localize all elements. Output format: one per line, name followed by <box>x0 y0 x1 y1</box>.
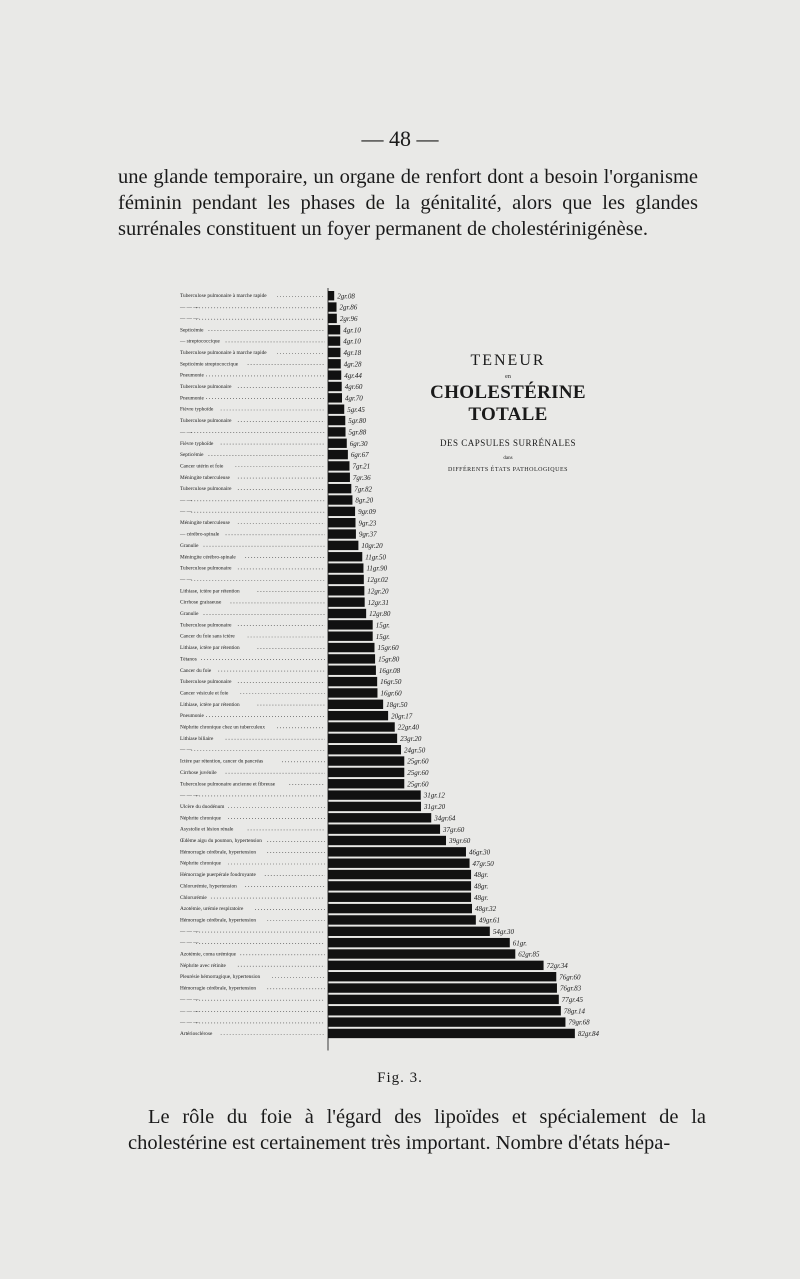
data-bar <box>328 711 388 720</box>
data-bar <box>328 484 351 493</box>
category-label: Azotémie, coma urémique <box>180 951 237 958</box>
data-bar <box>328 393 342 402</box>
data-bar <box>328 745 401 754</box>
category-label: Cancer utérin et foie <box>180 463 224 470</box>
category-label: Cancer du foie sans ictère <box>180 633 235 640</box>
category-label: Chlorurémie <box>180 894 207 901</box>
value-label: 76gr.83 <box>559 984 582 993</box>
category-label: Artériosclérose <box>180 1030 213 1037</box>
category-label: Tuberculose pulmonaire ancienne et fibreuse <box>180 781 276 788</box>
data-bar <box>328 495 352 504</box>
data-bar <box>328 779 404 788</box>
value-label: 62gr.85 <box>518 950 540 959</box>
value-label: 4gr.10 <box>343 337 361 346</box>
category-label: Néphrite avec rétinite <box>180 962 226 969</box>
data-bar <box>328 461 349 470</box>
category-label: — — — <box>180 792 199 799</box>
data-bar <box>328 961 544 970</box>
category-label: Granulie <box>180 542 199 549</box>
data-bar <box>328 597 365 606</box>
paragraph-bottom: Le rôle du foie à l'égard des lipoïdes et spécialement de la cholestérine est certainement très important. Nombre d'états hépa- <box>128 1106 706 1154</box>
value-label: 46gr.30 <box>468 848 491 857</box>
value-label: 4gr.10 <box>343 326 361 335</box>
value-label: 2gr.96 <box>339 315 358 323</box>
category-label: Pleurésie hémorragique, hypertension <box>180 974 261 981</box>
category-label: Lithiase, ictère par rétention <box>180 588 240 595</box>
category-label: Méningite tuberculeuse <box>180 474 230 481</box>
category-label: — — — <box>180 315 199 322</box>
value-label: 12gr.31 <box>367 598 389 607</box>
data-bar <box>328 302 337 311</box>
value-label: 34gr.64 <box>434 814 456 823</box>
category-label: Pneumonie <box>180 395 204 402</box>
value-label: 39gr.60 <box>449 837 471 846</box>
value-label: 16gr.60 <box>380 689 402 698</box>
chart-title-line5: dans <box>503 456 513 461</box>
category-label: Œdème aigu du poumon, hypertension <box>180 838 262 844</box>
data-bar <box>328 416 345 425</box>
value-label: 48gr. <box>474 871 489 880</box>
value-label: 15gr.60 <box>377 644 399 653</box>
value-label: 2gr.86 <box>339 303 358 312</box>
value-label: 5gr.80 <box>348 417 366 426</box>
data-bar <box>328 632 373 641</box>
value-label: 31gr.20 <box>423 803 446 812</box>
category-label: Tétanos <box>180 656 197 663</box>
value-label: 15gr. <box>375 632 390 641</box>
value-label: 47gr.50 <box>472 859 494 868</box>
value-label: 61gr. <box>512 939 527 948</box>
value-label: 4gr.18 <box>343 349 362 358</box>
data-bar <box>328 881 471 890</box>
data-bar <box>328 654 375 663</box>
data-bar <box>328 768 404 777</box>
value-label: 4gr.28 <box>343 360 362 369</box>
category-label: — — — <box>180 996 199 1003</box>
chart-title-block <box>392 352 624 473</box>
value-label: 16gr.50 <box>380 678 402 687</box>
category-label: Septicémie <box>180 327 204 334</box>
data-bar <box>328 1017 565 1026</box>
value-label: 20gr.17 <box>391 712 413 721</box>
data-bar <box>328 790 421 799</box>
value-label: 12gr.80 <box>369 610 391 619</box>
category-label: — — <box>180 576 192 583</box>
value-label: 48gr. <box>474 893 489 902</box>
value-label: 5gr.88 <box>348 428 367 437</box>
category-label: Fièvre typhoïde <box>180 406 214 413</box>
value-label: 8gr.20 <box>355 496 374 505</box>
chart-title-line1: TENEUR <box>470 352 546 369</box>
data-bar <box>328 700 383 709</box>
data-bar <box>328 620 373 629</box>
category-label: — — <box>180 508 192 515</box>
data-bar <box>328 893 471 902</box>
data-bar <box>328 382 342 391</box>
paragraph-top: une glande temporaire, un organe de renfort dont a besoin l'organisme féminin pendant les phases de la génitalité, alors que les glandes surrénales constituent un foyer permanent de cholestérinigénèse. <box>118 166 698 240</box>
category-label: Azotémie, urémie respiratoire <box>180 906 244 913</box>
data-bar <box>328 563 363 572</box>
data-bar <box>328 541 358 550</box>
value-label: 37gr.60 <box>443 825 465 834</box>
value-label: 79gr.68 <box>568 1018 590 1027</box>
value-label: 12gr.02 <box>366 576 389 585</box>
data-bar <box>328 824 440 833</box>
value-label: 15gr.80 <box>378 655 400 664</box>
category-label: — — — <box>180 1008 199 1015</box>
category-label: Néphrite chronique <box>180 860 222 867</box>
data-bar <box>328 314 337 323</box>
category-label: — — — <box>180 304 199 311</box>
data-bar <box>328 734 397 743</box>
category-label: — streptococcique <box>180 338 220 345</box>
chart-title-line2: en <box>505 374 511 380</box>
data-bar <box>328 859 470 868</box>
data-bar <box>328 609 366 618</box>
category-label: Ictère par rétention, cancer du pancréas <box>180 758 264 765</box>
data-bar <box>328 722 395 731</box>
data-bar <box>328 552 362 561</box>
category-label: Cirrhose graisseuse <box>180 599 222 606</box>
category-label: — — — <box>180 940 199 947</box>
category-label: Lithiase biliaire <box>180 735 214 742</box>
value-label: 48gr. <box>474 882 489 891</box>
category-label: Cirrhose juvénile <box>180 769 217 776</box>
data-bar <box>328 915 476 924</box>
value-label: 5gr.45 <box>347 405 365 414</box>
data-bar <box>328 1006 561 1015</box>
data-bar <box>328 575 364 584</box>
value-label: 49gr.61 <box>478 916 501 925</box>
chart-title-line4: DES CAPSULES SURRÉNALES <box>439 438 577 448</box>
value-label: 18gr.50 <box>386 700 408 709</box>
category-label: — — — <box>180 1019 199 1026</box>
chart-title-line3: CHOLESTÉRINE TOTALE <box>430 382 586 425</box>
data-bar <box>328 370 341 379</box>
category-label: Hémorragie cérébrale, hypertension <box>180 849 257 856</box>
value-label: 2gr.08 <box>337 292 355 301</box>
value-label: 82gr.84 <box>577 1030 600 1039</box>
value-label: 25gr.60 <box>407 769 429 777</box>
value-label: 9gr.09 <box>358 507 376 516</box>
data-bar <box>328 813 431 822</box>
data-bar <box>328 348 340 357</box>
value-label: 25gr.60 <box>407 780 429 789</box>
category-label: Granulie <box>180 611 199 617</box>
data-bar <box>328 473 350 482</box>
data-bar <box>328 949 515 958</box>
data-bar <box>328 450 348 459</box>
category-label: Tuberculose pulmonaire <box>180 679 232 686</box>
value-label: 4gr.44 <box>344 371 362 380</box>
data-bar <box>328 677 377 686</box>
data-bar <box>328 666 376 675</box>
value-label: 15gr. <box>375 621 390 630</box>
category-label: Fièvre typhoïde <box>180 440 214 447</box>
category-label: Néphrite chronique <box>180 815 222 822</box>
figure-caption: Fig. 3. <box>377 1070 423 1086</box>
category-label: Tuberculose pulmonaire <box>180 384 232 390</box>
data-bar <box>328 802 421 811</box>
category-label: Méningite tuberculeuse <box>180 520 230 527</box>
category-label: Hémorragie cérébrale, hypertension <box>180 985 257 992</box>
data-bar <box>328 439 347 448</box>
category-label: Tuberculose pulmonaire <box>180 418 232 425</box>
data-bar <box>328 836 446 845</box>
category-label: — cérébro-spinale <box>180 531 220 538</box>
category-label: Hémorragie puerpérale foudroyante <box>180 872 256 879</box>
data-bar <box>328 405 344 414</box>
category-label: — — <box>180 497 192 504</box>
category-label: Tuberculose pulmonaire <box>180 486 232 493</box>
value-label: 31gr.12 <box>423 791 445 800</box>
data-bar <box>328 847 466 856</box>
category-label: Asystolie et lésion rénale <box>180 826 234 833</box>
category-label: Ulcère du duodénum <box>180 803 225 810</box>
value-label: 10gr.20 <box>361 542 383 550</box>
value-label: 11gr.90 <box>366 564 388 573</box>
data-bar <box>328 927 490 936</box>
data-bar <box>328 325 340 334</box>
data-bar <box>328 359 341 368</box>
value-label: 16gr.08 <box>378 666 401 675</box>
data-bar <box>328 643 374 652</box>
category-label: Méningite cérébro-spinale <box>180 554 236 561</box>
data-bar <box>328 688 377 697</box>
value-label: 54gr.30 <box>492 927 515 936</box>
category-label: Septicémie streptococcique <box>180 361 239 368</box>
value-label: 6gr.67 <box>350 451 369 460</box>
category-label: Cancer du foie <box>180 667 212 674</box>
data-bar <box>328 529 356 538</box>
category-label: Lithiase, ictère par rétention <box>180 701 240 708</box>
value-label: 77gr.45 <box>561 996 584 1004</box>
value-label: 76gr.60 <box>559 973 581 982</box>
category-label: Cancer vésicule et foie <box>180 690 229 697</box>
value-label: 4gr.60 <box>344 383 363 392</box>
category-label: Chlorurémie, hypertension <box>180 883 237 890</box>
value-label: 78gr.14 <box>563 1007 586 1016</box>
data-bar <box>328 336 340 345</box>
data-bar <box>328 427 346 436</box>
category-label: Tuberculose pulmonaire à marche rapide <box>180 293 267 300</box>
value-label: 9gr.37 <box>358 530 377 539</box>
page-number: — 48 — <box>361 126 439 151</box>
value-label: 48gr.32 <box>474 905 497 914</box>
data-bar <box>328 938 510 947</box>
value-label: 4gr.70 <box>345 394 363 403</box>
category-label: Hémorragie cérébrale, hypertension <box>180 917 257 924</box>
value-label: 25gr.60 <box>407 757 429 766</box>
value-label: 7gr.82 <box>354 485 373 494</box>
category-label: Lithiase, ictère par rétention <box>180 645 240 652</box>
value-label: 9gr.23 <box>358 519 377 528</box>
value-label: 7gr.21 <box>352 462 371 471</box>
value-label: 6gr.30 <box>349 439 368 448</box>
category-label: Septicémie <box>180 452 204 459</box>
data-bar <box>328 291 334 300</box>
data-bar <box>328 870 471 879</box>
category-label: Tuberculose pulmonaire <box>180 622 232 629</box>
data-bar <box>328 518 356 527</box>
category-label: — — <box>180 747 192 754</box>
value-label: 24gr.50 <box>404 746 426 755</box>
value-label: 12gr.20 <box>367 587 389 596</box>
value-label: 23gr.20 <box>400 734 422 743</box>
data-bar <box>328 995 559 1004</box>
category-label: Tuberculose pulmonaire <box>180 565 232 572</box>
data-bar <box>328 756 404 765</box>
data-bar <box>328 507 355 516</box>
category-label: — — — <box>180 928 199 935</box>
data-bar <box>328 904 472 913</box>
data-bar <box>328 1029 575 1038</box>
value-label: 72gr.34 <box>546 961 568 970</box>
value-label: 11gr.50 <box>365 553 386 562</box>
data-bar <box>328 586 364 595</box>
value-label: 22gr.40 <box>397 723 419 732</box>
category-label: Pneumonie <box>180 713 204 720</box>
data-bar <box>328 983 557 992</box>
category-label: Pneumonie <box>180 372 204 379</box>
category-label: Tuberculose pulmonaire à marche rapide <box>180 349 267 356</box>
category-label: — — <box>180 429 192 436</box>
data-bar <box>328 972 556 981</box>
value-label: 7gr.36 <box>352 473 371 482</box>
category-label: Néphrite chronique chez un tuberculeux <box>180 724 266 731</box>
chart-title-line6: DIFFÉRENTS ÉTATS PATHOLOGIQUES <box>448 467 568 473</box>
